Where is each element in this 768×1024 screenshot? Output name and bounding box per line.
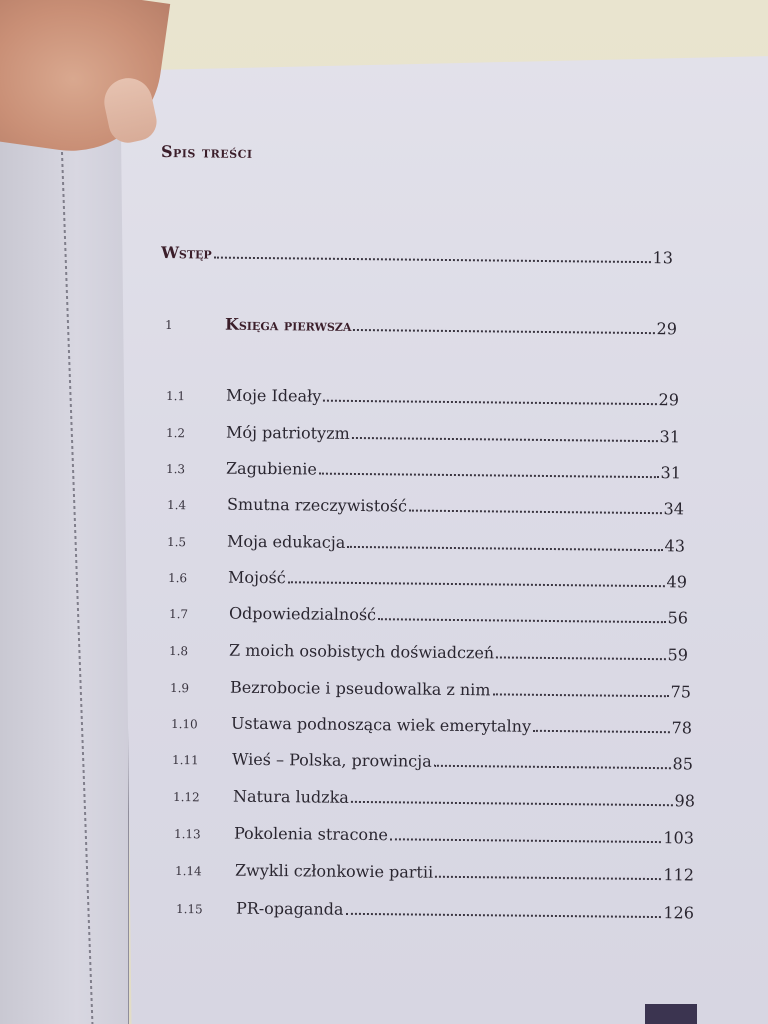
toc-entry-number: 1.5 (166, 535, 187, 550)
toc-entry-page: 59 (667, 645, 689, 665)
toc-leader-dots (435, 876, 661, 880)
toc-entry-title: Mojość (227, 567, 286, 588)
toc-entry-row (171, 713, 692, 737)
toc-entry-number: 1.15 (175, 902, 203, 917)
toc-entry-title: Moje Ideały (225, 385, 322, 406)
toc-entry-number: 1.10 (170, 717, 198, 732)
toc-entry-row (166, 422, 680, 446)
toc-entry-number: 1.4 (166, 498, 187, 513)
page-number-tab (645, 1004, 697, 1024)
toc-entry-title: Z moich osobistych doświadczeń (228, 640, 495, 663)
toc-entry-number: 1.8 (168, 644, 189, 659)
toc-entry-title: Zagubienie (225, 458, 318, 479)
toc-leader-dots (390, 838, 662, 843)
toc-entry-page: 126 (663, 903, 695, 923)
toc-leader-dots (323, 400, 656, 405)
toc-part-row (165, 314, 677, 338)
toc-leader-dots (345, 913, 661, 918)
toc-entry-row (167, 531, 685, 555)
toc-entry-page: 56 (667, 608, 689, 628)
toc-leader-dots (351, 801, 673, 806)
toc-entry-row (168, 567, 687, 591)
toc-leader-dots (214, 257, 651, 264)
toc-entry-number: 1.7 (168, 607, 189, 622)
toc-leader-dots (352, 437, 658, 442)
toc-entry-number: 1.11 (171, 753, 199, 768)
toc-entry-title: Mój patriotyzm (225, 422, 350, 443)
toc-intro-row (161, 243, 673, 267)
toc-entry-page: 31 (659, 427, 681, 447)
toc-entry-number: 1.2 (165, 426, 186, 441)
toc-entry-page: 98 (674, 791, 696, 811)
toc-heading: Spis treści (160, 142, 253, 162)
toc-intro-page: 13 (652, 248, 674, 268)
toc-entry-title: Zwykli członkowie partii (234, 860, 434, 882)
toc-entry-title: Natura ludzka (232, 786, 349, 807)
toc-entry-page: 49 (666, 572, 688, 592)
toc-entry-row (169, 603, 688, 627)
toc-part-page: 29 (656, 319, 678, 339)
toc-entry-row (169, 640, 688, 664)
toc-entry-row (175, 860, 694, 884)
toc-entry-page: 78 (671, 718, 693, 738)
toc-entry-row (176, 898, 694, 922)
toc-entry-title: Bezrobocie i pseudowalka z nim (229, 677, 491, 700)
toc-entry-row (167, 494, 684, 518)
toc-entry-number: 1.14 (174, 864, 202, 879)
toc-entry-row (166, 385, 679, 409)
toc-entry-number: 1.12 (172, 790, 200, 805)
toc-entry-title: PR-opaganda (235, 898, 344, 919)
toc-part-number: 1 (164, 318, 173, 333)
toc-entry-row (166, 458, 681, 482)
toc-entry-row (170, 677, 691, 701)
toc-entry-title: Odpowiedzialność (228, 603, 377, 625)
toc-leader-dots (409, 510, 662, 515)
toc-entry-page: 103 (663, 828, 695, 848)
toc-entry-page: 85 (672, 754, 694, 774)
toc-entry-page: 43 (664, 536, 686, 556)
toc-entry-page: 112 (663, 865, 695, 885)
toc-leader-dots (319, 473, 659, 479)
toc-entry-row (172, 749, 693, 773)
toc-entry-number: 1.9 (169, 681, 190, 696)
toc-entry-title: Smutna rzeczywistość (226, 494, 408, 516)
toc-leader-dots (492, 693, 668, 697)
toc-entry-title: Wieś – Polska, prowincja (231, 749, 432, 771)
toc-entry-number: 1.1 (165, 389, 186, 404)
toc-entry-number: 1.3 (165, 462, 186, 477)
toc-leader-dots (347, 546, 662, 551)
toc-entry-row (173, 786, 695, 810)
toc-leader-dots (288, 581, 665, 587)
toc-leader-dots (378, 618, 666, 623)
toc-entry-title: Moja edukacja (226, 531, 346, 552)
toc-entry-number: 1.6 (167, 571, 188, 586)
toc-entry-title: Pokolenia stracone (233, 823, 388, 845)
toc-part-title: Księga pierwsza (224, 314, 352, 335)
toc-entry-page: 34 (663, 499, 685, 519)
toc-entry-page: 29 (658, 390, 680, 410)
toc-leader-dots (434, 765, 671, 769)
toc-entry-page: 75 (670, 682, 692, 702)
toc-entry-row (174, 823, 694, 847)
toc-entry-number: 1.13 (173, 827, 201, 842)
toc-entry-title: Ustawa podnosząca wiek emerytalny (230, 713, 532, 736)
toc-leader-dots (533, 730, 670, 733)
toc-intro-title: Wstęp (160, 243, 212, 263)
toc-leader-dots (353, 329, 654, 334)
toc-leader-dots (496, 656, 665, 660)
toc-entry-page: 31 (660, 463, 682, 483)
